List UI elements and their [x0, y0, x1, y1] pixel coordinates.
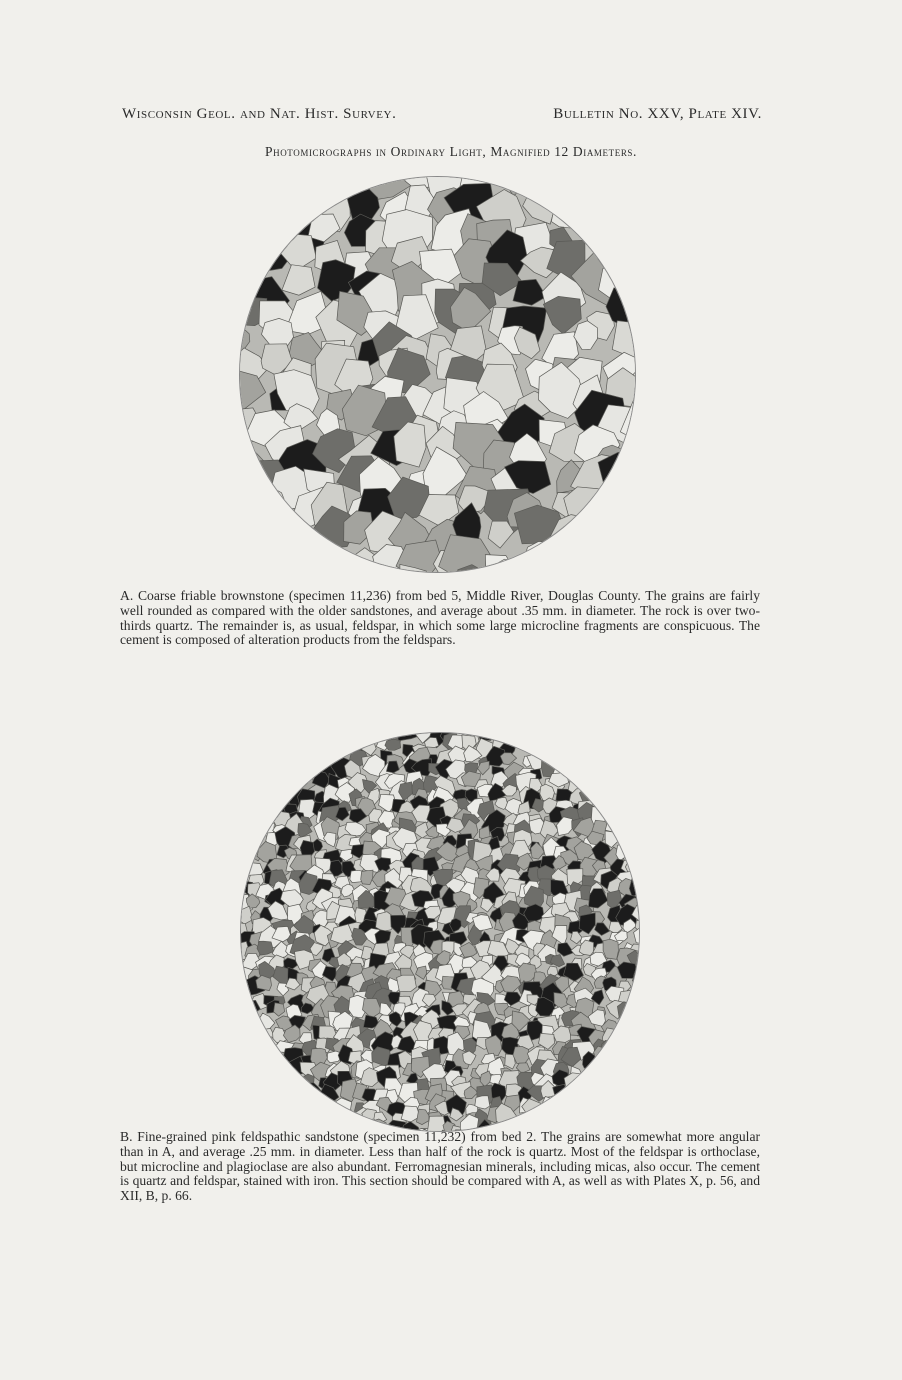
running-header	[122, 106, 762, 123]
caption-a: A. Coarse friable brownstone (specimen 11,236) from bed 5, Middle River, Douglas County. The grains are fairly well rounded as compared with the older sandstones, and average about .35 mm. in diameter. The rock is over two-thirds quartz. The remainder is, as usual, feldspar, in which some large microcline fragments are conspicuous. The cement is composed of alteration products from the feldspars.	[120, 588, 760, 648]
header-plate-label: Bulletin No. XXV, Plate XIV.	[553, 106, 762, 122]
photomicrograph-a	[240, 177, 635, 572]
photomicrograph-b	[241, 733, 639, 1131]
plate-subtitle: Photomicrographs in Ordinary Light, Magnified 12 Diameters.	[265, 144, 637, 159]
header-survey-title: Wisconsin Geol. and Nat. Hist. Survey.	[122, 106, 397, 122]
caption-b: B. Fine-grained pink feldspathic sandstone (specimen 11,232) from bed 2. The grains are somewhat more angular than in A, and average .25 mm. in diameter. Less than half of the rock is quartz. Most of the feldspar is orthoclase, but microcline and plagioclase are also abundant. Ferromagnesian minerals, including micas, also occur. The cement is quartz and feldspar, stained with iron. This section should be compared with A, as well as with Plates X, p. 56, and XII, B, p. 66.	[120, 1129, 760, 1204]
